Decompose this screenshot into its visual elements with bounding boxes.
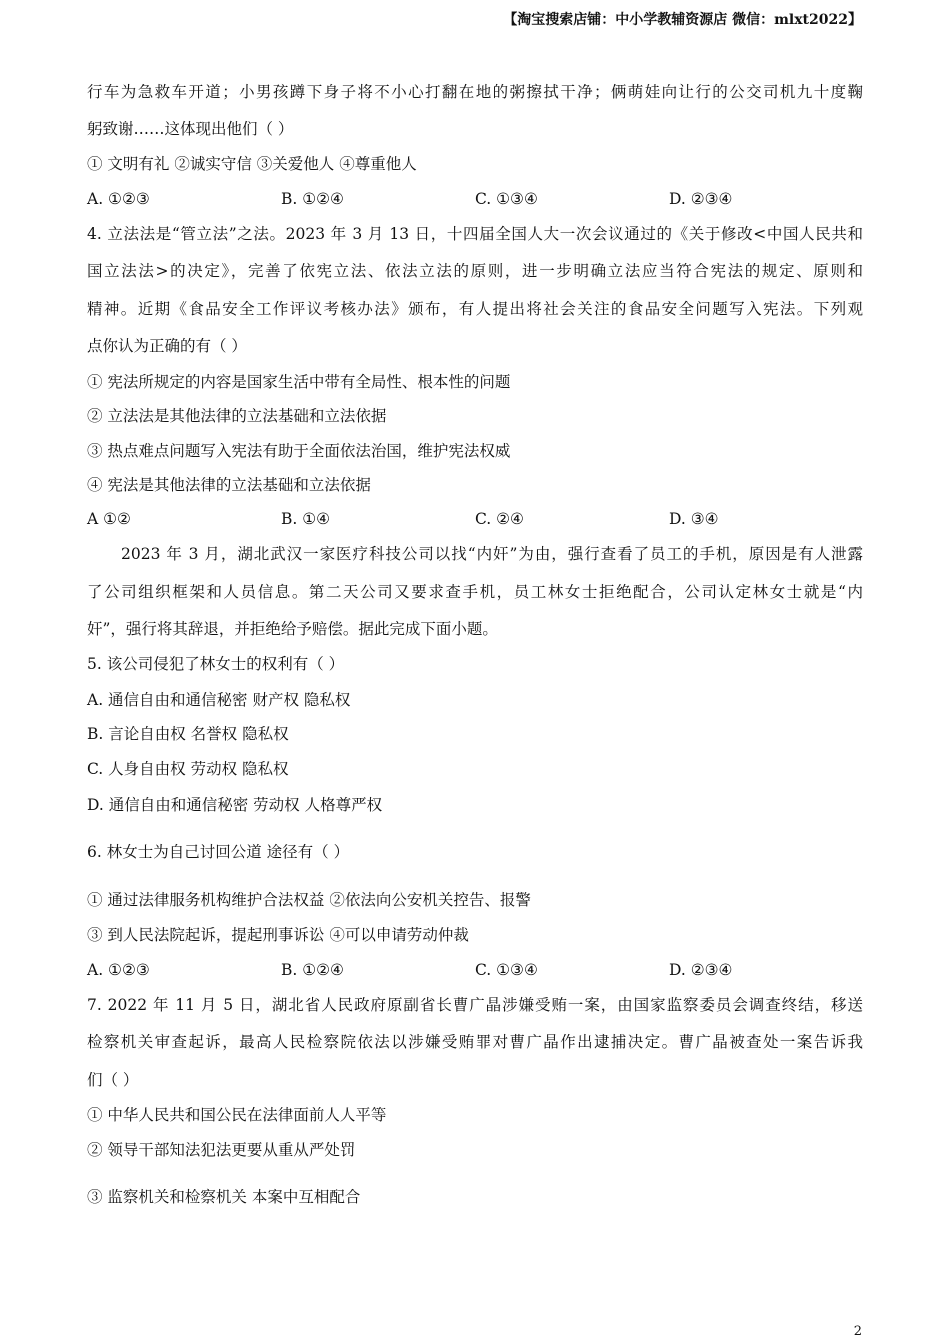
q4-stem-line-1: 4. 立法法是“管立法”之法。2023 年 3 月 13 日，十四届全国人大一次会议通过的《关于修改<中国人民共和	[87, 225, 863, 243]
q5-option-c: C. 人身自由权 劳动权 隐私权	[87, 760, 289, 778]
q6-stem: 6. 林女士为自己讨回公道 途径有（ ）	[87, 843, 350, 861]
q6-option-c: C. ①③④	[475, 961, 538, 979]
q4-option-b: B. ①④	[281, 510, 331, 528]
material-line-3: 奸”，强行将其辞退，并拒绝给予赔偿。据此完成下面小题。	[87, 620, 498, 638]
q7-stem-line-1: 7. 2022 年 11 月 5 日，湖北省人民政府原副省长曹广晶涉嫌受贿一案，由国家监察委员会调查终结，移送	[87, 996, 863, 1014]
q4-item-1: ① 宪法所规定的内容是国家生活中带有全局性、根本性的问题	[87, 373, 511, 391]
q7-item-1: ① 中华人民共和国公民在法律面前人人平等	[87, 1106, 387, 1124]
q7-stem-line-3: 们（ ）	[87, 1071, 139, 1089]
q3-option-a: A. ①②③	[87, 190, 150, 208]
q7-item-3: ③ 监察机关和检察机关 本案中互相配合	[87, 1188, 361, 1206]
q4-option-c: C. ②④	[475, 510, 524, 528]
q5-option-a: A. 通信自由和通信秘密 财产权 隐私权	[87, 691, 351, 709]
material-line-2: 了公司组织框架和人员信息。第二天公司又要求查手机，员工林女士拒绝配合，公司认定林女士就是“内	[87, 583, 863, 601]
q5-option-d: D. 通信自由和通信秘密 劳动权 人格尊严权	[87, 796, 383, 814]
q6-option-d: D. ②③④	[669, 961, 733, 979]
material-line-1: 2023 年 3 月，湖北武汉一家医疗科技公司以找“内奸”为由，强行查看了员工的手机，原因是有人泄露	[121, 545, 863, 563]
q6-items-1: ① 通过法律服务机构维护合法权益 ②依法向公安机关控告、报警	[87, 891, 531, 909]
q3-text-line-1: 行车为急救车开道；小男孩蹲下身子将不小心打翻在地的粥擦拭干净；俩萌娃向让行的公交司机九十度鞠	[87, 83, 863, 101]
q4-stem-line-4: 点你认为正确的有（ ）	[87, 337, 247, 355]
q7-stem-line-2: 检察机关审查起诉，最高人民检察院依法以涉嫌受贿罪对曹广晶作出逮捕决定。曹广晶被查处一案告诉我	[87, 1033, 863, 1051]
q4-option-d: D. ③④	[669, 510, 719, 528]
q5-option-b: B. 言论自由权 名誉权 隐私权	[87, 725, 289, 743]
q3-option-d: D. ②③④	[669, 190, 733, 208]
q3-items: ① 文明有礼 ②诚实守信 ③关爱他人 ④尊重他人	[87, 155, 417, 173]
page-number: 2	[853, 1324, 862, 1339]
q3-text-line-2: 躬致谢……这体现出他们（ ）	[87, 120, 294, 138]
q4-item-2: ② 立法法是其他法律的立法基础和立法依据	[87, 407, 387, 425]
q3-option-b: B. ①②④	[281, 190, 344, 208]
q5-stem: 5. 该公司侵犯了林女士的权利有（ ）	[87, 655, 345, 673]
q3-option-c: C. ①③④	[475, 190, 538, 208]
q4-option-a: A ①②	[87, 510, 131, 528]
q4-stem-line-3: 精神。近期《食品安全工作评议考核办法》颁布，有人提出将社会关注的食品安全问题写入宪法。下列观	[87, 300, 863, 318]
q4-stem-line-2: 国立法法>的决定》，完善了依宪立法、依法立法的原则，进一步明确立法应当符合宪法的规定、原则和	[87, 262, 863, 280]
q6-items-2: ③ 到人民法院起诉，提起刑事诉讼 ④可以申请劳动仲裁	[87, 926, 469, 944]
page-header: 【淘宝搜索店铺：中小学教辅资源店 微信：mlxt2022】	[503, 12, 862, 28]
q6-option-b: B. ①②④	[281, 961, 344, 979]
q4-item-3: ③ 热点难点问题写入宪法有助于全面依法治国，维护宪法权威	[87, 442, 511, 460]
q4-item-4: ④ 宪法是其他法律的立法基础和立法依据	[87, 476, 371, 494]
q6-option-a: A. ①②③	[87, 961, 150, 979]
q7-item-2: ② 领导干部知法犯法更要从重从严处罚	[87, 1141, 356, 1159]
